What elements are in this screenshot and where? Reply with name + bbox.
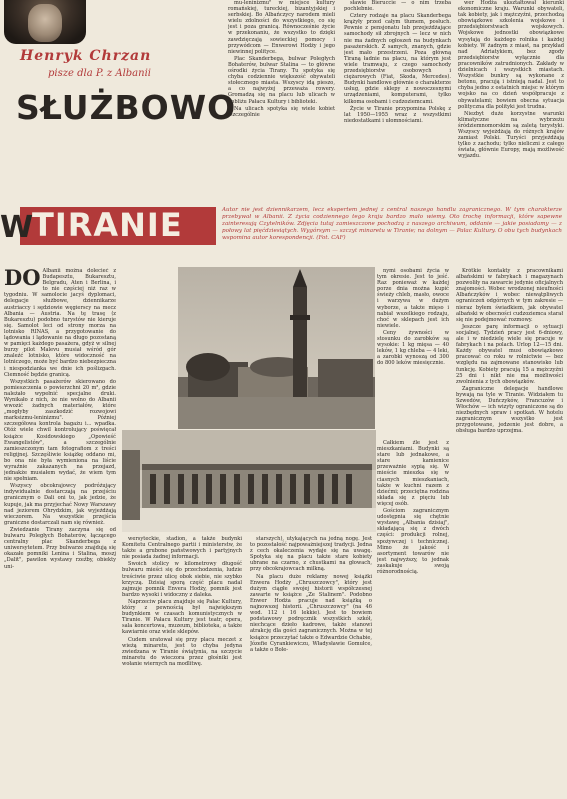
minaret-photo-svg	[178, 267, 375, 429]
headline-w: W	[0, 210, 34, 245]
paragraph: Całkiem źle jest z mieszkaniami. Budynki są stare lub jednakowe, a stare kamienice przeważnie sypią się. W mieście mieszka się w ciasnych mieszkaniach, także w kuchni razem z dziećmi; przeciętna rodzina składa się z pięciu lub więcej osób.	[377, 440, 449, 507]
paragraph: Na ulicach spotyka się wiele kobiet (szczególnie	[228, 105, 335, 118]
article-subtitle: pisze dla P. z Albanii	[48, 68, 151, 79]
paragraph: Naprzeciw placu znajduje się Pałac Kultury, który z pewnością był największym budynkiem w czasach komunistycznych w Tiranie. W Pałacu Kultury jest teatr, opera, sala koncertowa, muzeum, biblioteka, a także kawiarnie oraz wiele sklepów.	[122, 598, 242, 636]
paragraph: Zwiedzanie Tirany zaczyna się od bulwaru Poległych Bohaterów, łączącego centralny plac Skanderbega z uniwersytetem. Przy bulwarze znajdują się okazałe pomniki Lenina i Stalina, moszj „Dalit", pawilon wystawy rzeźby, obiekty uni-	[4, 526, 116, 570]
headline-line1: SŁUŻBOWO	[16, 88, 237, 127]
headline-line2: TIRANIE	[32, 206, 183, 244]
paragraph: Gościom zagranicznym udostępnia się chętnie wystawę „Albania dzisiaj", składającą się z dwóch części: produkcji rolnej, spożywczej i technicznej. Mimo że jakość i asortyment towarów nie jest najwyższy, to jednak zaskakuje swoją różnorodnością.	[377, 508, 449, 575]
paragraph: Plac Skanderbega, bulwar Poległych Bohaterów, bulwar Stalina — to główne ośrodki życia Tirany. Tu spotyka się chyba codziennie większość obywateli stołecznego miasta. Wszyscy idą pieszo, a co najwyżej przeważa rowery. Gromadzą się na placu lub ulicach w pobliżu Pałacu Kultury i biblioteki.	[228, 55, 335, 105]
minaret-photo	[178, 267, 375, 429]
paragraph: Swoich stolicy w kilometrowy długość bulwaru mieści się do przechodzenia, ludzie treściwie przez ulicę obok siebie, nie szybko krzyczą. Dzisiaj sporą część placu nadal zajmuje pomnik Envera Hodży, pomnik jest bardzo wysoki i widoczny z daleka.	[122, 561, 242, 598]
column-top-3	[458, 0, 564, 202]
column-top-2	[344, 0, 451, 200]
paragraph: Ceny żywności w stosunku do zarobków są wysokie: 1 kg mięsa — 40 leków, 1 kg chleba — 4 leki, a zarobki wynoszą od 300 do 800 leków miesięcznie.	[377, 329, 449, 367]
paragraph: Niezbyt duże korzystne warunki klimatyczne na wybrzeżu śródziemnomorskim są zaletą turystyki. Wszyscy wyjeżdżają do różnych krajów zamiast Polski. Turyści przyjeżdżają tylko z zachodu; tylko nieliczni z całego świata, głównie Europy, mają możliwość wyjazdu.	[458, 110, 564, 160]
lead-paragraph	[4, 268, 116, 378]
paragraph: Na placu duże reklamy nowej książki Enwera Hodży „Chruszczowcy", który jest dużym ciągłe swojej historii współczesnej zawarte w książce „Ze Stalinem". Podobno Enwer Hodża pracuje nad książką o najnowszej historii. „Chruszczowcy" (na 46 wod. 112 i 16 lekkie). Jest to bowiem podstawowy podręcznik wszystkich szkół, niechcące dzieło kadrowe, także stanowi atrakcję dla gości zagranicznych. Można w tej książce przeczytać także o Edwardzie Ochabie, Józefie Cyrankiewiczu, Władysławie Gomułce, a także o Bole-	[250, 573, 372, 653]
column-mid-4	[377, 268, 449, 438]
column-left	[4, 268, 116, 795]
palace-photo-svg	[122, 430, 376, 532]
paragraph: Wszyscy obcokrajowcy podróżujący indywidualnie dostarczają na przejściu granicznym o Dali oni to, jak jedzie, że kupuje, jak ma przyjechać Nowy Warszawy nad jeziorem Ohrydzkim, jak wyjeżdżają wieczorem. Na wszystkie przejścia graniczne dostarczali nam się również.	[4, 483, 116, 526]
intro-paragraph: Autor nie jest dziennikarzem, lecz ekspertem jednej z central naszego handlu zagranicznego. W tym charakterze przebywał w Albanii. Z życia codziennego tego kraju bardzo mało wiemy. Oto trochę informacji, które sapewne zainteresują Czytelników. Zdjęcia tutaj zamieszczone pochodzą z naszego archiwum, oddanie — jakie posiadamy — z połowy lat pięćdziesiątych. Wygórsym — szczyt minaretu w Tiranie; na dolnym — Pałac Kultury. O obu tych budynkach wspomina autor korespondencji. (Fot. CAF)	[222, 207, 562, 242]
paragraph: Jeszcze parę informacji o sytuacji socjalnej. Tydzień pracy jest 6-dniowy, ale i w niedzielę wiele się pracuje w fabrykach i na polach. Urlop 12—15 dni. Każdy obywatel musi obowiązkowo pracować co roku w rolnictwie — bez względu na zajmowane stanowisko lub funkcję. Kobiety pracują 15 a mężczyźni 25 dni i nikt nie ma możliwości zwolnienia z tych obowiązków.	[456, 323, 563, 385]
column-bottom-2	[122, 536, 242, 795]
column-right	[456, 268, 563, 795]
column-top-1	[228, 0, 335, 200]
paragraph: wer Hodża ukształtował kierunki ekonomiczne kraju. Warunki obywateli, tak kobiety, jak i mężczyźni, przechodzą obowiązkowe szkolenia wojskowe i przedsiębiorstwach wojskowych. Wojskowe jednostki obowiązkowe wysyłają do każdego rolnika i każdej kobiety. W żadnym z miast, na przykład nad Adriatykiem, bez zgody przedsiębiorstw wyłącznie dla pracowników zatrudnionych. Zakłady w dzielnicach i wszystkich miastach. Wszystkie bunkry są wykonane z betonu, pracują i istnieją nadal. Jest to chyba jedno z ostatnich miejsc w którym wojsko na co dzień współpracuje z obywatelami; bowiem obecna sytuacja polityczna dla polityki jest trudna.	[458, 0, 564, 110]
palace-photo	[122, 430, 376, 532]
paragraph: starszych), utykających na jedną nogę. Jest to pozostałość najpoważniejszej tradycji. Jedna z cech okaleczenia wydaje się na uwagę. Spotyka się na placu także stare kobiety ubrane na czarno, z chustkami na głowach, przy obcokrajowcach milkną.	[250, 536, 372, 573]
paragraph: Wszystkich pasażerów skierowano do pomieszczenia o powierzchni 20 m², gdzie należało wypełnić specjalne druki. Wynikało z nich, że nie wolno do Albanii wwozić żadnych materiałów, które „mogłyby zaszkodzić rozwojowi marksizmu-leninizmu". Później szczegółowa kontrola bagażu i... wpadka. Otóż wiele chwil kontrolujący poświęcał książce Kosidowskiego „Opowieść Ewangelistów", a szczególnie zamieszczonym tam fotografiom z treści religijnej. Szczęśliwie książkę oddano mi, bo ona nie była wymieniona na liście wyraźnie zakazanych na przejazd, jednakże musiałem wydać, że wiem tym nie spełniam.	[4, 378, 116, 483]
paragraph: Cudem uratował się przy placu meczet z wieżą minaretu, jest to chyba jedyna zwiedzana w Tiranie świątynia, na szczycie minaretu do wieczora przez głośniki jest wołanie wiernych na modlitwę.	[122, 636, 242, 667]
paragraph: nymi osobami życia w tym okresie. Jest to jeść. Raz ponieważ w każdej porze dnia można kupić świeży chleb, masło, owoce i warzywa w dużym wyborze, a także mięso i nabiał wszelkiego rodzaju, choć w sklepach jest ich niewiele.	[377, 268, 449, 329]
paragraph: Zagraniczne delegacje handlowe bywają na tyle w Tiranie. Widziałem tu Szwedów, Duńczyków, Francuzów i Włochów — ich wizyty ograniczone są do niezbędnych spraw i spotkań. W hotelu zagranicznym wszystko jest przygotowane, jedzenie jest dobre, a obsługa bardzo uprzejma.	[456, 385, 563, 435]
lead-text: Albanii można dolecieć z Budapesztu, Bukaresztu, Belgradu, Aten i Berlina, i to nie częściej niż raz w tygodniu. W samolocie jacyś dyplomaci, delegacje służbowe, dziennikarze austriaccy i sędziowie węgierscy na mecz Albania — Austria. Na tę trasę (z Bukaresztu) podobno turystów nie kieruje się. Samolot leci od strony morza na lotnisko RINAS, a przygotowanie do lądowania i lądowanie na długo pozostaną w pamięci każdego pasażera, gdyż w silnej burzy pilot Malevu musiał wśród gór znaleźć lotnisko, które widoczność na lotniczego, może być bardzo niebezpieczna i niespodzianka we dnie ich poślizgach. Ciemność będzie granicą.	[4, 268, 116, 378]
author-photo	[4, 0, 86, 44]
paragraph: mu-leninizmu" w miejsce kultury romańskiej, tureckiej, bizantyjskiej i serbskiej. Bo Albańczycy narodem mieli wielu zdolności do wszystkiego, co się jest i poza granicą. Równocześnie życie w przekonaniu, że wszystko to dzięki zawdzięczają sowieckiej pomocy i przywódcom — Enwerowi Hodży i jego niewinnej polityce.	[228, 0, 335, 55]
paragraph: Krótkie kontakty z pracownikami albańskimi w fabrykach i magazynach pozwoliły na zawarcie jedynie oficjalnych znajomości. Wobec wrodzonej nieufności Albańczyków i wobec niewątpliwych ograniczeń odgórnych w tym zakresie — nieraz byłem świadkiem, jak obywatel albański w obecności cudzoziemca starał się nie podejmować rozmowy.	[456, 268, 563, 323]
column-bottom-3	[250, 536, 372, 795]
dropcap: DO	[4, 268, 41, 290]
column-mid-4b	[377, 440, 449, 795]
paragraph: Cztery rodzaje na placu Skanderbega krążyły przed całym tłumem, posłuch. Pewnie z pensjonatu lub przejeżdżające samochody sił zbrojnych — lecz w nich nie ma żadnych ogłoszeń na budynkach pasażerskich. Z samych, znanych, gdzie jest mało przestrzeni. Poza główną Tiraną ładnie na placu, na którym jest wiele tramwaju, z czego samochody przedsiębiorstw osobowych i ciężarowych (Fiat, Skoda, Mercedes). Budynki handlowe głównie o charakterze usług, gdzie sklepy z nowoczesnymi urządzeniami, komputerami, tylko kilkoma osobami i cudzoziemcami.	[344, 13, 451, 105]
paragraph: wersyteckie, stadion, a także budynki Komitetu Centralnego partii i ministerstw, że także a grubone państwowych i partyjnych nie posiada żadnej informacji.	[122, 536, 242, 561]
paragraph: sławie Bieruccie — o nim trzeba pochlebnie.	[344, 0, 451, 13]
author-face	[28, 4, 62, 42]
paragraph: Życie w Tiranie przypomina Polskę z lat 1950—1955 wraz z wszystkimi niedostatkami i ułomnościami.	[344, 105, 451, 124]
author-name: Henryk Chrzan	[20, 48, 152, 64]
